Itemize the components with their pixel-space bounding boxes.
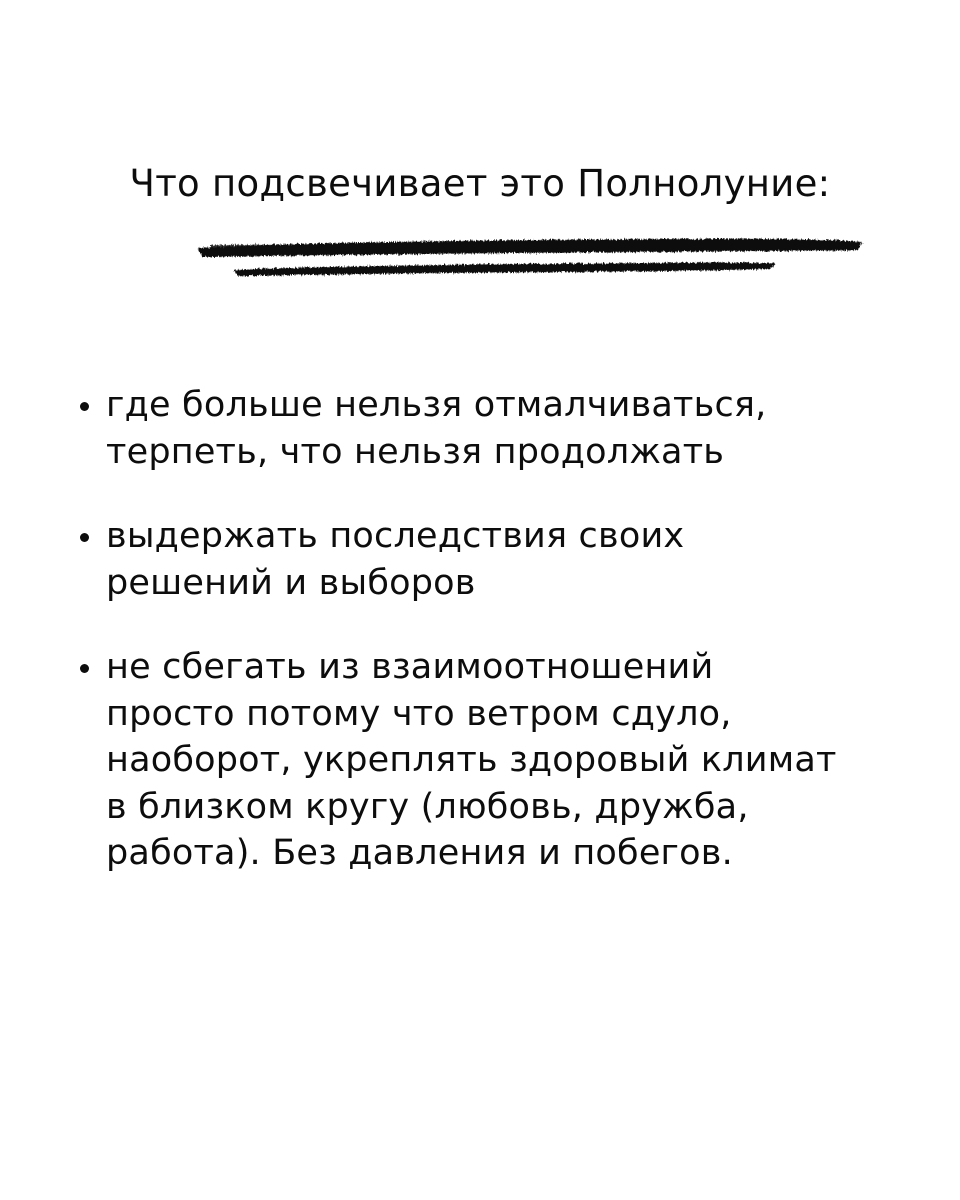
brush-stroke-underline [190, 226, 870, 286]
list-item-line: наоборот, укреплять здоровый климат [106, 740, 837, 780]
bullet-dot [80, 533, 89, 542]
list-item [80, 644, 940, 877]
list-item-line: терпеть, что нельзя продолжать [106, 431, 725, 472]
list-item [80, 382, 940, 475]
list-item [80, 513, 940, 606]
list-item-line: выдержать последствия своих [106, 516, 685, 556]
list-item-line: решений и выборов [106, 562, 476, 603]
bullet-list [80, 382, 940, 915]
list-item-line: работа). Без давления и побегов. [106, 833, 733, 873]
list-item-line: в близком кругу (любовь, дружба, [106, 786, 749, 827]
list-item-line: не сбегать из взаимоотношений [106, 647, 714, 687]
page-title: Что подсвечивает это Полнолуние: [129, 162, 831, 205]
list-item-line: просто потому что ветром сдуло, [106, 693, 732, 734]
list-item-line: где больше нельзя отмалчиваться, [106, 385, 767, 425]
bullet-dot [80, 664, 89, 673]
bullet-dot [80, 402, 89, 411]
